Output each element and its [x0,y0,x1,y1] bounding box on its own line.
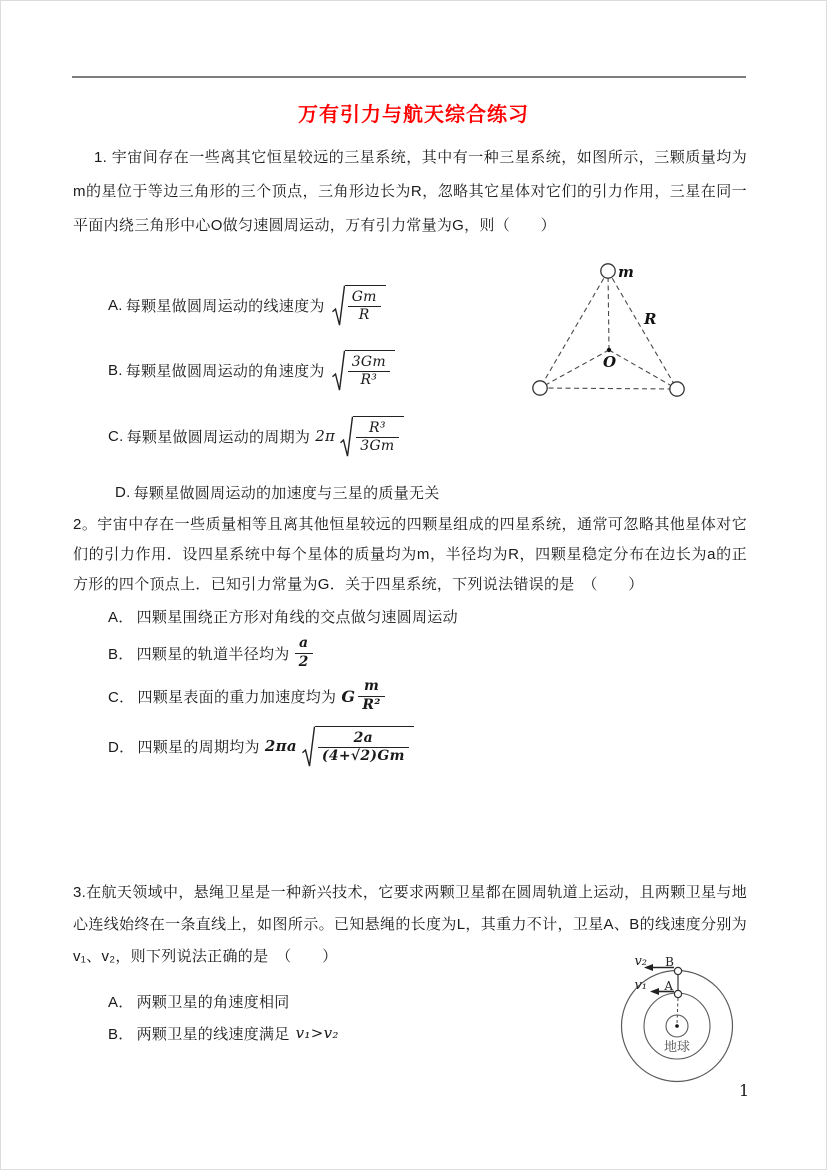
fraction-numerator: m [358,678,384,697]
fraction-denominator: R³ [360,372,378,388]
triangle-center-point [607,348,611,352]
question-2-options [108,601,588,775]
q1-option-a [108,273,528,337]
sqrt-radical-sign [332,285,345,326]
fraction-numerator: 2a [318,730,409,749]
option-text: 两颗卫星的线速度满足 [136,1025,290,1043]
sqrt-formula [330,350,395,391]
satellite-a-icon [674,990,681,997]
page-title: 万有引力与航天综合练习 [298,104,529,126]
sqrt-radical-sign [332,350,345,391]
header-rule [72,76,746,78]
star-vertex-left-icon [533,381,547,395]
option-label: C. [108,427,124,445]
q3-option-b [108,1017,528,1049]
fraction-denominator: 3Gm [360,438,395,454]
fraction-denominator: (4+√2)Gm [321,748,405,764]
sqrt-radical-sign [302,726,315,767]
option-text: 四颗星围绕正方形对角线的交点做匀速圆周运动 [136,608,458,626]
fraction-numerator: R³ [356,420,398,439]
option-text: 每颗星做圆周运动的线速度为 [125,297,325,315]
star-vertex-right-icon [670,382,684,396]
q3-option-a [108,985,528,1017]
v1-arrowhead-icon [650,988,659,995]
fraction-numerator: 3Gm [348,354,390,373]
sqrt-formula [330,285,386,326]
formula-prefix: 2π [315,427,336,445]
v1-label: v₁ [634,978,647,993]
question-1-options [108,273,528,515]
q2-option-d [108,717,588,775]
fraction-formula [341,678,384,714]
mass-label: m [618,263,634,281]
v2-label: v₂ [634,954,647,969]
q2-option-b [108,631,588,675]
q2-option-a [108,601,588,631]
option-text: 每颗星做圆周运动的加速度与三星的质量无关 [133,484,440,502]
sqrt-radical-sign [340,416,353,457]
radius-dashed-line [677,998,678,1024]
option-text: 四颗星的周期均为 [137,738,260,756]
option-text: 每颗星做圆周运动的周期为 [126,428,311,446]
q3-orbit-figure [611,945,751,1100]
fraction-numerator: a [295,635,313,654]
fraction-denominator: 2 [298,653,309,670]
q1-option-b [108,337,528,403]
q1-three-star-figure [529,257,694,412]
earth-center-point [675,1024,679,1028]
question-3-options [108,985,528,1049]
satellite-b-label: B [665,955,674,969]
fraction-formula [295,635,313,671]
option-label: B． [108,645,134,663]
satellite-a-label: A [664,979,673,993]
q1-option-d [108,469,528,515]
option-text: 四颗星的轨道半径均为 [136,645,290,663]
option-label: A． [108,993,134,1011]
option-label: B. [108,361,123,379]
question-2-text: 2。宇宙中存在一些质量相等且离其他恒星较远的四颗星组成的四星系统，通常可忽略其他星体对它们的引力作用．设四星系统中每个星体的质量均为m，半径均为R，四颗星稳定分布在边长为a的正方形的四个顶点上．已知引力常量为G．关于四星系统，下列说法错误的是 （ ） [73,516,747,593]
option-label: C． [108,688,135,706]
fraction-denominator: R² [362,696,381,713]
page-number: 1 [739,1081,750,1100]
question-1-text: 1. 宇宙间存在一些离其它恒星较远的三星系统，其中有一种三星系统，如图所示，三颗质量均为m的星位于等边三角形的三个顶点，三角形边长为R，忽略其它星体对它们的引力作用，三星在同一平面内绕三角形中心O做匀速圆周运动，万有引力常量为G，则（ ） [73,149,747,234]
sqrt-formula [315,416,403,457]
star-vertex-top-icon [601,264,615,278]
sqrt-formula [265,726,414,767]
fraction-denominator: R [358,307,370,323]
earth-label: 地球 [663,1039,691,1054]
option-label: D. [115,483,131,501]
option-label: A． [108,608,134,626]
formula-prefix: 2πa [264,737,297,755]
formula-prefix: G [341,686,356,706]
fraction-numerator: Gm [348,289,381,308]
option-text: 每颗星做圆周运动的角速度为 [125,362,325,380]
velocity-inequality: v₁>v₂ [295,1024,339,1042]
option-text: 两颗卫星的角速度相同 [136,993,290,1011]
option-label: B． [108,1025,134,1043]
option-label: A. [108,296,123,314]
q1-option-c [108,403,528,469]
triangle-dashed-edges [540,271,677,389]
option-text: 四颗星表面的重力加速度均为 [137,688,337,706]
edge-length-label: R [644,310,657,328]
q2-option-c [108,675,588,717]
option-label: D． [108,738,135,756]
satellite-b-icon [674,967,681,974]
question-3-text: 3.在航天领域中，悬绳卫星是一种新兴技术，它要求两颗卫星都在圆周轨道上运动，且两颗卫星与地心连线始终在一条直线上，如图所示。已知悬绳的长度为L，其重力不计，卫星A、B的线速度分别为v₁、v₂，则下列说法正确的是 （ ） [73,884,747,965]
center-label: O [603,353,617,371]
